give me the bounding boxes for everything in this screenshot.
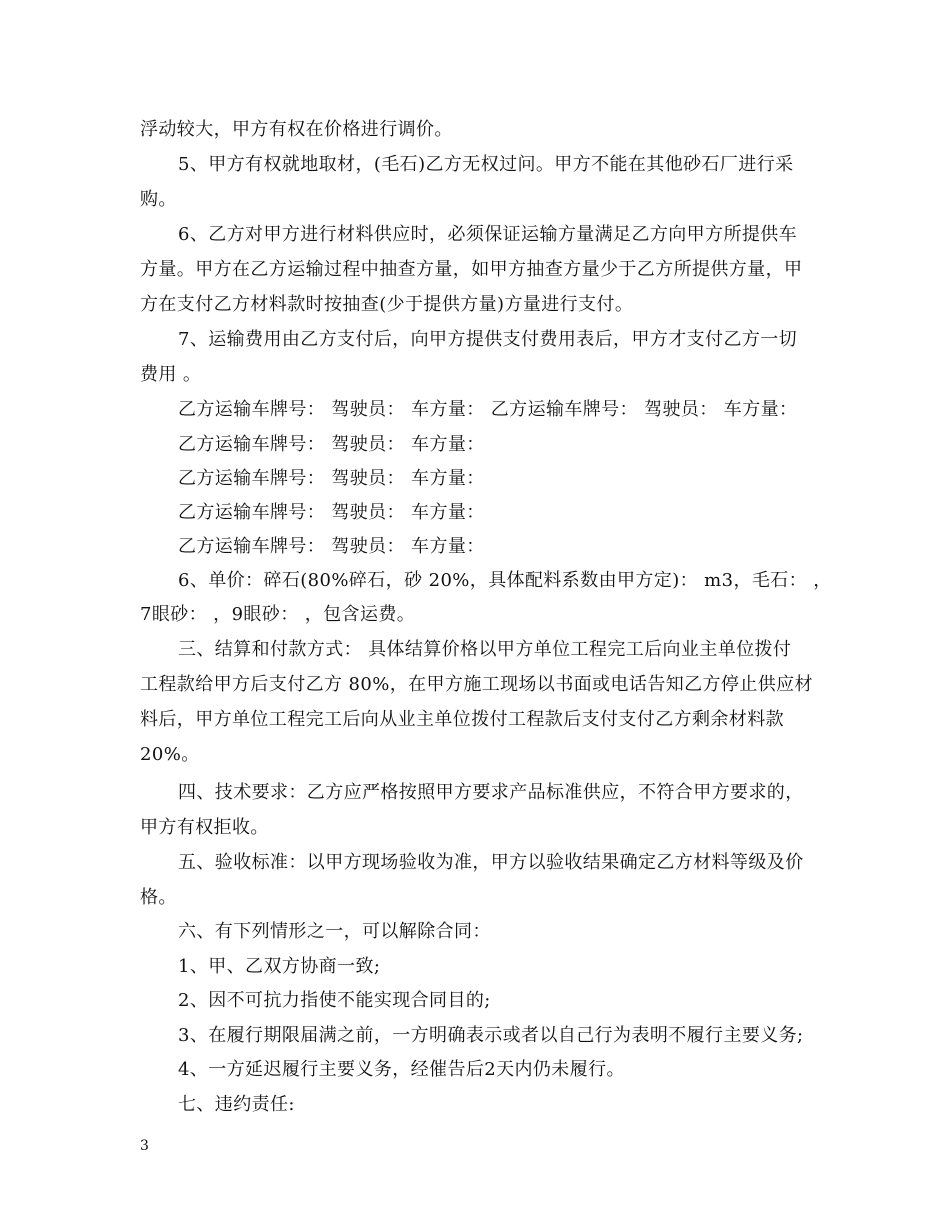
paragraph-line: 7眼砂： ，9眼砂： ，包含运费。 bbox=[140, 604, 416, 625]
list-item: 1、甲、乙双方协商一致; bbox=[178, 956, 381, 977]
page-number: 3 bbox=[140, 1138, 149, 1154]
vehicle-info-line: 乙方运输车牌号： 驾驶员： 车方量： bbox=[178, 502, 485, 523]
list-item: 4、一方延迟履行主要义务，经催告后2天内仍未履行。 bbox=[178, 1059, 625, 1080]
paragraph-line: 购。 bbox=[140, 189, 177, 210]
vehicle-info-line: 乙方运输车牌号： 驾驶员： 车方量： 乙方运输车牌号： 驾驶员： 车方量： bbox=[178, 399, 798, 420]
paragraph-line: 甲方有权拒收。 bbox=[140, 817, 269, 838]
section-heading-line: 七、违约责任: bbox=[178, 1094, 295, 1115]
paragraph-line: 费用 。 bbox=[140, 364, 202, 385]
paragraph-line: 浮动较大，甲方有权在价格进行调价。 bbox=[140, 119, 453, 140]
vehicle-info-line: 乙方运输车牌号： 驾驶员： 车方量： bbox=[178, 468, 485, 489]
section-heading-line: 三、结算和付款方式： 具体结算价格以甲方单位工程完工后向业主单位拨付 bbox=[178, 639, 792, 660]
paragraph-line: 料后，甲方单位工程完工后向从业主单位拨付工程款后支付支付乙方剩余材料款 bbox=[140, 709, 784, 730]
paragraph-line: 方在支付乙方材料款时按抽查(少于提供方量)方量进行支付。 bbox=[140, 294, 634, 315]
section-heading-line: 五、验收标准：以甲方现场验收为准，甲方以验收结果确定乙方材料等级及价 bbox=[178, 852, 804, 873]
paragraph-line: 7、运输费用由乙方支付后，向甲方提供支付费用表后，甲方才支付乙方一切 bbox=[178, 329, 798, 350]
paragraph-line: 6、乙方对甲方进行材料供应时，必须保证运输方量满足乙方向甲方所提供车 bbox=[178, 224, 798, 245]
section-heading-line: 四、技术要求：乙方应严格按照甲方要求产品标准供应，不符合甲方要求的， bbox=[178, 782, 804, 803]
section-heading-line: 六、有下列情形之一，可以解除合同： bbox=[178, 921, 491, 942]
vehicle-info-line: 乙方运输车牌号： 驾驶员： 车方量： bbox=[178, 536, 485, 557]
paragraph-line: 方量。甲方在乙方运输过程中抽查方量，如甲方抽查方量少于乙方所提供方量，甲 bbox=[140, 259, 803, 280]
vehicle-info-line: 乙方运输车牌号： 驾驶员： 车方量： bbox=[178, 434, 485, 455]
paragraph-line: 6、单价：碎石(80%碎石，砂 20%，具体配料系数由甲方定)： m3，毛石： ， bbox=[178, 570, 832, 591]
paragraph-line: 20%。 bbox=[140, 744, 200, 765]
list-item: 2、因不可抗力指使不能实现合同目的; bbox=[178, 990, 491, 1011]
paragraph-line: 工程款给甲方后支付乙方 80%，在甲方施工现场以书面或电话告知乙方停止供应材 bbox=[140, 674, 813, 695]
paragraph-line: 格。 bbox=[140, 887, 177, 908]
list-item: 3、在履行期限届满之前，一方明确表示或者以自己行为表明不履行主要义务; bbox=[178, 1025, 804, 1046]
paragraph-line: 5、甲方有权就地取材，(毛石)乙方无权过问。甲方不能在其他砂石厂进行采 bbox=[178, 154, 794, 175]
